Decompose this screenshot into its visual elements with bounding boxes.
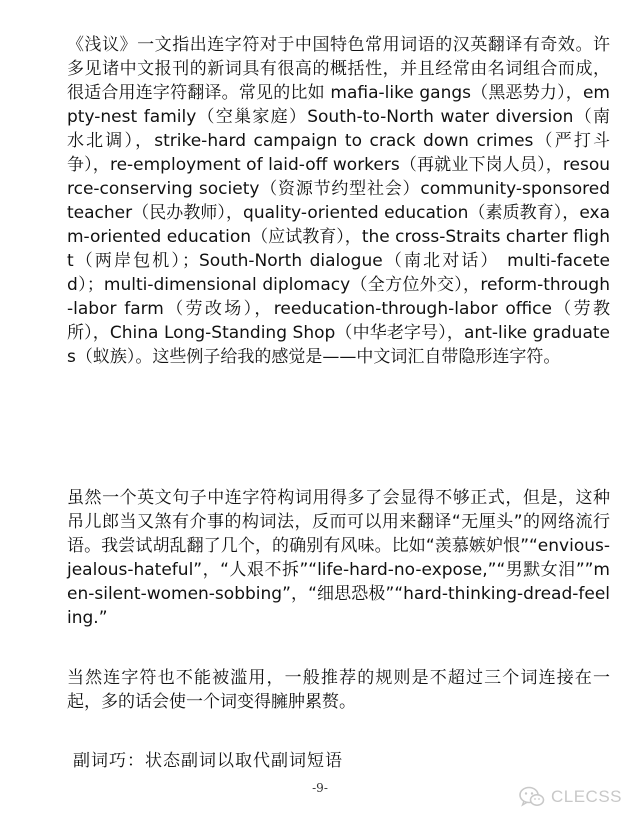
watermark-text: CLECSS — [550, 787, 622, 806]
page-number: -9- — [312, 781, 328, 795]
section-subheading: 副词巧：状态副词以取代副词短语 — [73, 751, 343, 771]
wechat-icon — [519, 786, 545, 808]
paragraph-3: 当然连字符也不能被滥用，一般推荐的规则是不超过三个词连接在一起，多的话会使一个词变得臃肿累赘。 — [67, 668, 610, 712]
paragraph-2: 虽然一个英文句子中连字符构词用得多了会显得不够正式，但是，这种吊儿郎当又煞有介事的构词法，反而可以用来翻译“无厘头”的网络流行语。我尝试胡乱翻了几个，的确别有风味。比如“羡慕嫉妒恨”“envious-jealous-hateful”，“人艰不拆”“life-hard-no-expose,”“男默女泪””men-silent-women-sobbing”，“细思恐极”“hard-thinking-dread-feeling.” — [67, 488, 610, 628]
watermark — [519, 786, 622, 808]
paragraph-1: 《浅议》一文指出连字符对于中国特色常用词语的汉英翻译有奇效。许多见诸中文报刊的新词具有很高的概括性，并且经常由名词组合而成，很适合用连字符翻译。常见的比如 mafia-like gangs（黑恶势力），empty-nest family（空巢家庭）South-to-North water diversion（南水北调），strike-hard campaign to crack down crimes（严打斗争），re-employment of laid-off workers（再就业下岗人员），resource-conserving society（资源节约型社会）community-sponsored teacher（民办教师），quality-oriented education（素质教育），exam-oriented education（应试教育），the cross-Straits charter flight（两岸包机）；South-North dialogue（南北对话） multi-faceted）；multi-dimensional diplomacy（全方位外交），reform-through-labor farm（劳改场），reeducation-through-labor office（劳教所），China Long-Standing Shop（中华老字号），ant-like graduates（蚁族）。这些例子给我的感觉是——中文词汇自带隐形连字符。 — [67, 35, 610, 367]
